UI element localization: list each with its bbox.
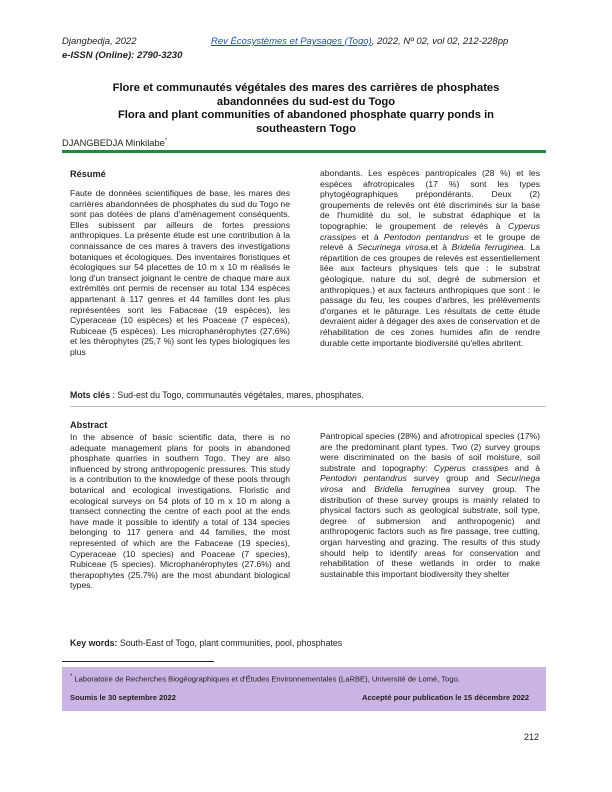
abstract-right-column [320,431,540,579]
keywords-label: Key words: [70,638,118,648]
keywords [70,638,342,648]
mots-cles-text: : Sud-est du Togo, communautés végétales, mares, phosphates. [110,390,364,400]
species-name: Bridelia ferruginea [374,483,451,494]
abstract-left-column [70,432,290,591]
affiliation-text: Laboratoire de Recherches Biogéographiques et d'Études Environnementales (LaRBE), Université de Lomé, Togo. [72,674,460,684]
resume-left-column [70,188,290,358]
species-name: Pentodon pentandrus [320,473,407,484]
title-fr-line1: Flore et communautés végétales des mares des carrières de phosphates [112,82,500,94]
affiliation [70,672,540,685]
footnote-rule [62,661,214,662]
page-number: 212 [524,732,540,742]
author-line [62,138,167,148]
keywords-text: South-East of Togo, plant communities, pool, phosphates [117,638,343,648]
section-rule [70,406,546,407]
author-name: DJANGBEDJA Minkilabe [62,138,165,149]
mots-cles-label: Mots clés [70,390,111,400]
accepted-date: Accepté pour publication le 15 décembre 2022 [362,693,530,702]
author-footnote-marker[interactable]: * [164,138,168,144]
title-fr-line2: abandonnées du sud-est du Togo [216,95,396,108]
title-divider [62,150,546,153]
abstract-text-right: Pantropical species (28%) and afrotropical species (17%) are the predominant plant types. Two (2) survey groups were discriminated on the basis of soil moisture, soil substrate and topography: Cyperus crassipes and à Pentodon pentandrus survey group and Securinega virosa and Bridelia ferruginea survey group. The distribution of these survey groups is mainly related to physical factors such as geological substrate, soil type, degree of submersion and anthropogenic) and anthropogenic factors such as fire passage, tree cutting, organ harvesting and grazing. The results of this study should help to identify areas for conservation and rehabilitation of these wetlands in order to make sustainable this important biodiversity they shelter [320,431,541,579]
affiliation-marker: * [70,674,73,680]
title-en-line2: southeastern Togo [256,122,356,135]
running-header [62,36,136,47]
species-name: Pentodon pentandrus [383,231,469,242]
submitted-date: Soumis le 30 septembre 2022 [70,693,176,702]
species-name: Bridelia ferruginea [451,242,524,253]
species-name: Securinega virosa [320,473,541,494]
article-title [70,82,542,136]
journal-link[interactable]: Rev Écosystèmes et Paysages (Togo) [211,36,372,47]
species-name: Securinega virosa [357,242,429,253]
issn: e-ISSN (Online): 2790-3230 [62,50,183,61]
title-en-line1: Flora and plant communities of abandoned phosphate quarry ponds in [117,109,495,121]
resume-text-right: abondants. Les espèces pantropicales (28 %) et les espèces afrotropicales (17 %) sont les types phytogéographiques prépondérants. Deux (2) groupements de relevés ont été discriminés sur la base de l'humidité du sol, le substrat édaphique et la topographie: le groupement de relevés à Cyperus crassipes et à Pentodon pentandrus et le groupe de relevé à Securinega virosa.et à Bridelia ferruginea. La répartition de ces groupes de relevés est essentiellement liée aux facteurs physiques tels que : le substrat géologique, nature du sol, degré de submersion et anthropiques.) et aux facteurs anthropiques que sont : le passage du feu, les coupes d'arbres, les prélèvements d'organes et le pâturage. Les résultats de cette étude devraient aider à dégager des axes de conservation et de réhabilitation de ces zones humides afin de rendre durable cette importante biodiversité qu'elles abritent. [320,168,541,348]
journal-citation [211,36,508,47]
journal-volume: , 2022, Nº 02, vol 02, 212-228pp [371,36,509,47]
species-name: Cyperus crassipes [433,462,509,473]
resume-heading: Résumé [70,169,106,179]
resume-text-left: Faute de données scientifiques de base, les mares des carrières abandonnées de phosphates du sud du Togo ne sont pas dotées de plans d'aménagement conséquents. Elles subissent par ailleurs de fortes pressions anthropiques. La présente étude est une contribution à la connaissance de ces mares à travers des investigations botaniques et écologiques. Des inventaires floristiques et écologiques sur 54 placettes de 10 m x 10 m réalisés le long d'un transect joignant le centre de chaque mare aux extrémités ont permis de recenser au total 134 espèces appartenant à 117 genres et 44 familles dont les plus représentées sont les Fabaceae (19 espèces), les Cyperaceae (10 espèces) et les Poaceae (7 espèces), Rubiceae (5 espèces). Les microphanérophytes (27,6%) et les thérophytes (25,7 %) sont les types biologiques les plus [70,188,290,357]
footnote-box [62,667,546,711]
resume-right-column [320,168,540,348]
abstract-text-left: In the absence of basic scientific data, there is no adequate management plans for pools in abandoned phosphate quarries in southern Togo. They are also influenced by strong anthropogenic pressures. This study is a contribution to the knowledge of these pools through botanical and ecological investigations. Floristic and ecological surveys on 54 plots of 10 m x 10 m along a transect connecting the centre of each pool at the ends have made it possible to identify a total of 134 species belonging to 117 genera and 44 families, the most represented of which are the Fabaceae (19 species), Cyperaceae (10 species) and Poaceae (7 species), Rubiceae (5 species). Microphanérophytes (27.6%) and therapophytes (25.7%) are the most abundant biological types. [70,432,290,591]
mots-cles [70,390,364,400]
species-name: Cyperus crassipes [320,220,540,242]
header-author-year: Djangbedja, 2022 [62,36,137,47]
abstract-heading: Abstract [70,420,108,430]
